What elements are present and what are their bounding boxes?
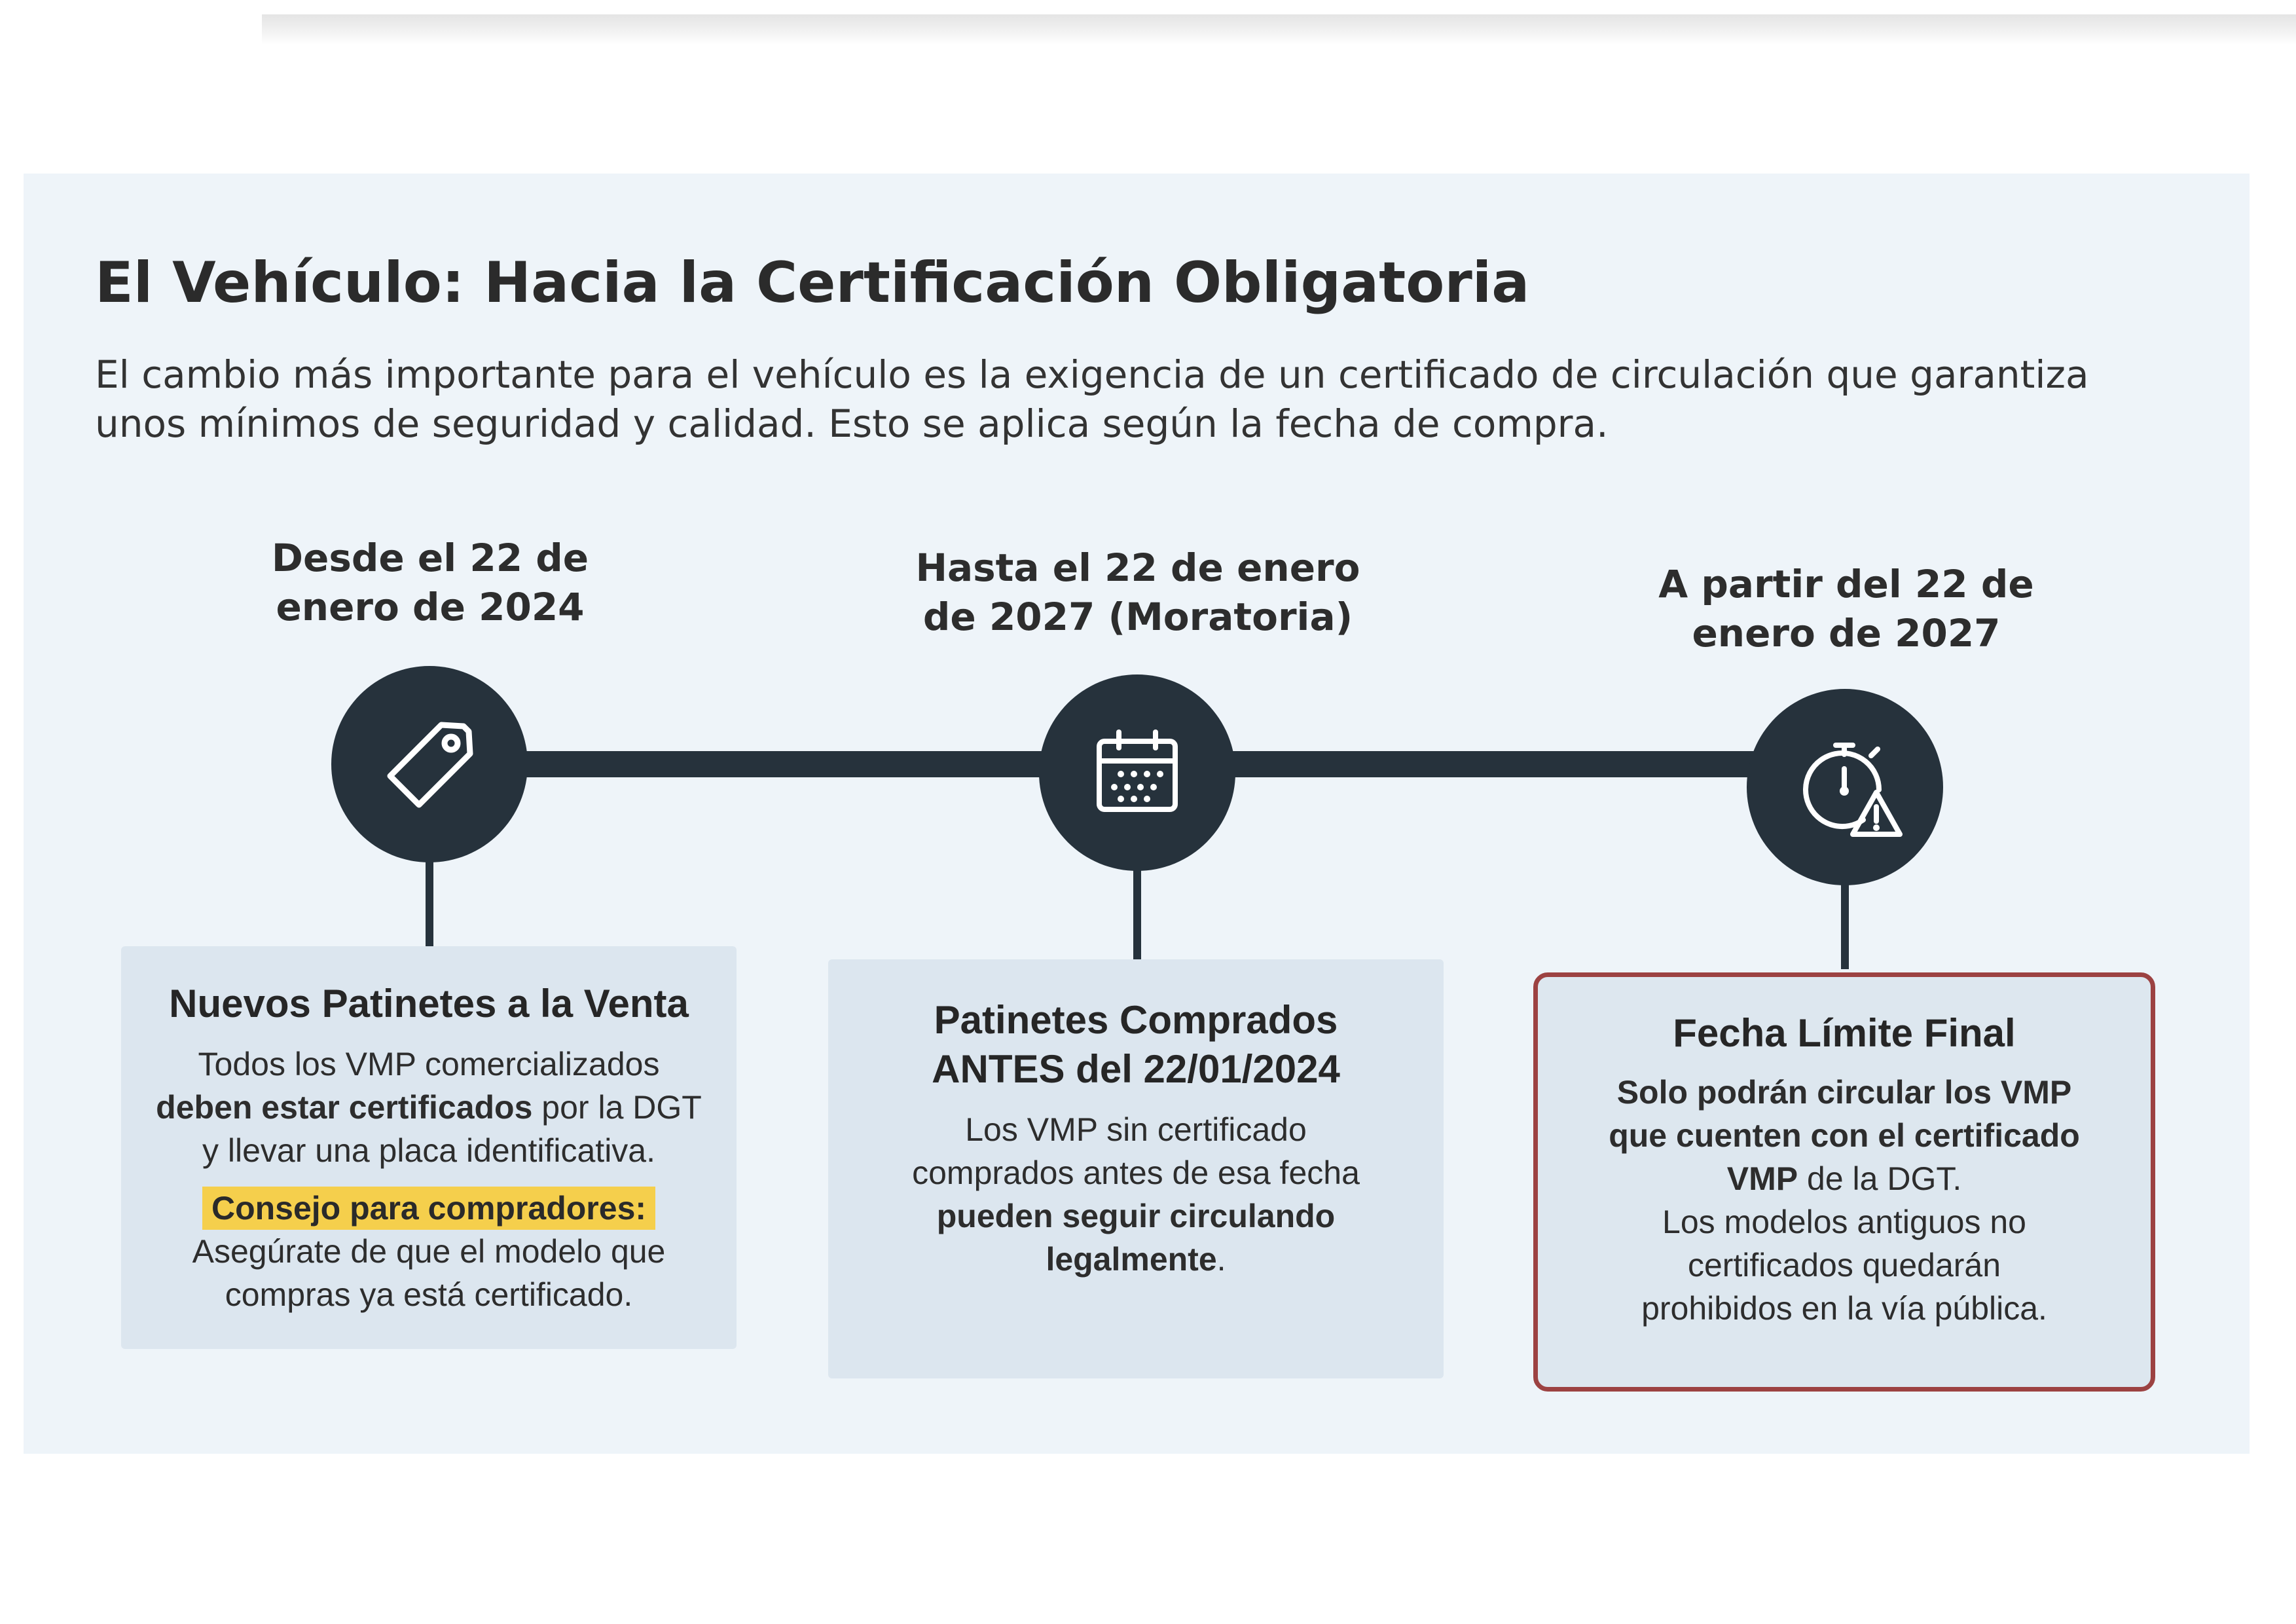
card-2-title: [828, 995, 1444, 1094]
card-2-line-4-bold: legalmente: [1046, 1241, 1217, 1278]
timeline-node-1: [331, 666, 528, 862]
price-tag-icon: [364, 699, 495, 830]
card-2-line-1: Los VMP sin certificado: [965, 1111, 1307, 1148]
connector-2: [1133, 868, 1141, 959]
card-2-title-line-2: ANTES del 22/01/2024: [932, 1047, 1340, 1091]
timeline-node-2: [1039, 674, 1235, 871]
card-2-line-4-rest: .: [1216, 1241, 1226, 1278]
buyer-tip-label: Consejo para compradores:: [202, 1187, 655, 1230]
card-1-line-1: Todos los VMP comercializados: [198, 1046, 660, 1082]
card-3-line-6: prohibidos en la vía pública.: [1641, 1290, 2047, 1327]
card-1-line-2-bold: deben estar certificados: [156, 1089, 533, 1126]
card-final-deadline: [1533, 972, 2155, 1392]
calendar-icon: [1072, 707, 1203, 838]
date-2-line-1: Hasta el 22 de enero: [915, 545, 1360, 590]
card-2-body: [828, 1108, 1444, 1281]
card-1-line-2-rest: por la DGT: [532, 1089, 702, 1126]
card-1-line-3: y llevar una placa identificativa.: [202, 1132, 656, 1169]
timeline-date-2: [889, 544, 1387, 642]
card-1-body: [121, 1043, 737, 1316]
card-2-line-3: pueden seguir circulando: [936, 1198, 1336, 1234]
timeline-date-1: [181, 534, 679, 633]
connector-1: [426, 858, 433, 946]
date-3-line-1: A partir del 22 de: [1658, 562, 2034, 606]
stopwatch-warning-icon: [1779, 722, 1910, 853]
page-title: El Vehículo: Hacia la Certificación Obligatoria: [95, 250, 1530, 316]
card-2-title-line-1: Patinetes Comprados: [934, 998, 1338, 1042]
card-1-line-2: [121, 1086, 737, 1129]
card-3-line-3-rest: de la DGT.: [1798, 1160, 1962, 1197]
buyer-tip-line-1: Asegúrate de que el modelo que: [192, 1233, 666, 1270]
card-2-line-4: [828, 1238, 1444, 1281]
card-3-title: Fecha Límite Final: [1673, 1011, 2016, 1055]
buyer-tip-line-2: compras ya está certificado.: [225, 1276, 633, 1313]
date-1-line-2: enero de 2024: [276, 585, 585, 630]
card-3-line-3-bold: VMP: [1726, 1160, 1798, 1197]
date-1-line-1: Desde el 22 de: [271, 536, 589, 580]
card-2-line-2: comprados antes de esa fecha: [912, 1154, 1360, 1191]
page-subtitle: El cambio más importante para el vehículo es la exigencia de un certificado de circulación que garantiza unos mínimos de seguridad y calidad. Esto se aplica según la fecha de compra.: [95, 352, 2089, 447]
date-3-line-2: enero de 2027: [1692, 611, 2001, 656]
card-moratorium: [828, 959, 1444, 1378]
card-1-title: Nuevos Patinetes a la Venta: [169, 982, 689, 1025]
card-3-line-4: Los modelos antiguos no: [1662, 1204, 2026, 1240]
card-new-scooters: [121, 946, 737, 1349]
timeline-node-3: [1747, 689, 1943, 885]
scan-edge: [262, 14, 2296, 45]
card-3-line-3: [1538, 1157, 2151, 1200]
date-2-line-2: de 2027 (Moratoria): [922, 595, 1353, 640]
card-3-line-5: certificados quedarán: [1687, 1247, 2001, 1283]
card-3-line-2: que cuenten con el certificado: [1609, 1117, 2080, 1154]
card-3-body: [1538, 1071, 2151, 1330]
connector-3: [1841, 881, 1849, 969]
timeline-date-3: [1597, 560, 2095, 659]
card-3-line-1: Solo podrán circular los VMP: [1616, 1074, 2072, 1111]
